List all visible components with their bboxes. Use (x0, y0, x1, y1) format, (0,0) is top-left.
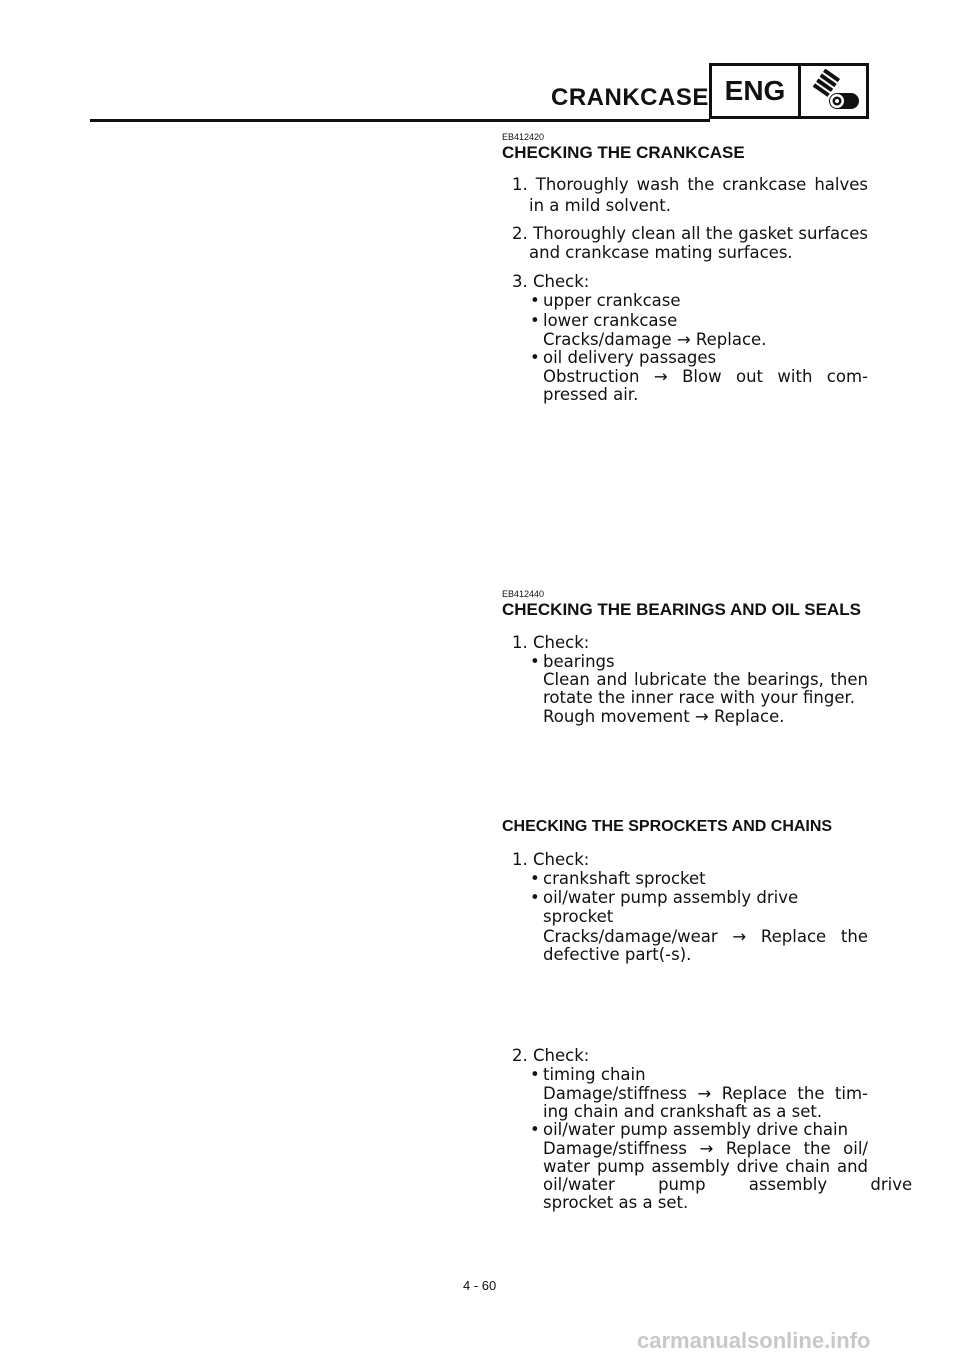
engine-icon (801, 66, 866, 116)
step-text: 1. Check: (512, 850, 590, 869)
detail-text: oil/water pump assembly drive (543, 1175, 913, 1194)
bullet-text: timing chain (543, 1065, 646, 1084)
step-text: 1. Thoroughly wash the crankcase halves (512, 175, 868, 194)
detail-text: Obstruction → Blow out with com- (543, 367, 868, 386)
bullet-icon: • (530, 311, 540, 330)
section-badge (709, 63, 869, 119)
section-heading: CHECKING THE SPROCKETS AND CHAINS (502, 818, 833, 835)
bullet-text: sprocket (543, 907, 614, 926)
bullet-text: bearings (543, 652, 615, 671)
bullet-text: oil/water pump assembly drive chain (543, 1120, 849, 1139)
detail-text: rotate the inner race with your finger. (543, 688, 855, 707)
section-badge-label: ENG (712, 66, 801, 116)
detail-text: Rough movement → Replace. (543, 707, 785, 726)
detail-text: Clean and lubricate the bearings, then (543, 670, 868, 689)
step-text: and crankcase mating surfaces. (529, 243, 793, 262)
detail-text: sprocket as a set. (543, 1193, 689, 1212)
detail-text: pressed air. (543, 385, 639, 404)
bullet-icon: • (530, 869, 540, 888)
bullet-text: oil delivery passages (543, 348, 717, 367)
section-code: EB412420 (502, 132, 545, 142)
detail-text: defective part(-s). (543, 945, 692, 964)
step-text: 2. Check: (512, 1046, 590, 1065)
detail-text: Damage/stiffness → Replace the oil/ (543, 1139, 868, 1158)
bullet-icon: • (530, 1065, 540, 1084)
detail-text: ing chain and crankshaft as a set. (543, 1102, 823, 1121)
page-title: CRANKCASE (551, 84, 709, 111)
bullet-icon: • (530, 291, 540, 310)
detail-text: water pump assembly drive chain and (543, 1157, 868, 1176)
bullet-icon: • (530, 1120, 540, 1139)
bullet-icon: • (530, 888, 540, 907)
step-text: 3. Check: (512, 272, 590, 291)
detail-text: Cracks/damage/wear → Replace the (543, 927, 868, 946)
header-rule (90, 119, 710, 122)
step-text: in a mild solvent. (529, 196, 671, 215)
step-text: 2. Thoroughly clean all the gasket surfaces (512, 224, 868, 243)
bullet-text: upper crankcase (543, 291, 681, 310)
section-code: EB412440 (502, 589, 545, 599)
section-heading: CHECKING THE CRANKCASE (502, 143, 745, 162)
bullet-icon: • (530, 652, 540, 671)
detail-text: Damage/stiffness → Replace the tim- (543, 1084, 868, 1103)
bullet-text: oil/water pump assembly drive (543, 888, 799, 907)
bullet-icon: • (530, 348, 540, 367)
step-text: 1. Check: (512, 633, 590, 652)
bullet-text: crankshaft sprocket (543, 869, 706, 888)
bullet-text: lower crankcase (543, 311, 678, 330)
detail-text: Cracks/damage → Replace. (543, 330, 767, 349)
page-number: 4 - 60 (463, 1278, 497, 1293)
watermark: carmanualsonline.info (637, 1328, 871, 1353)
section-heading: CHECKING THE BEARINGS AND OIL SEALS (502, 600, 861, 619)
